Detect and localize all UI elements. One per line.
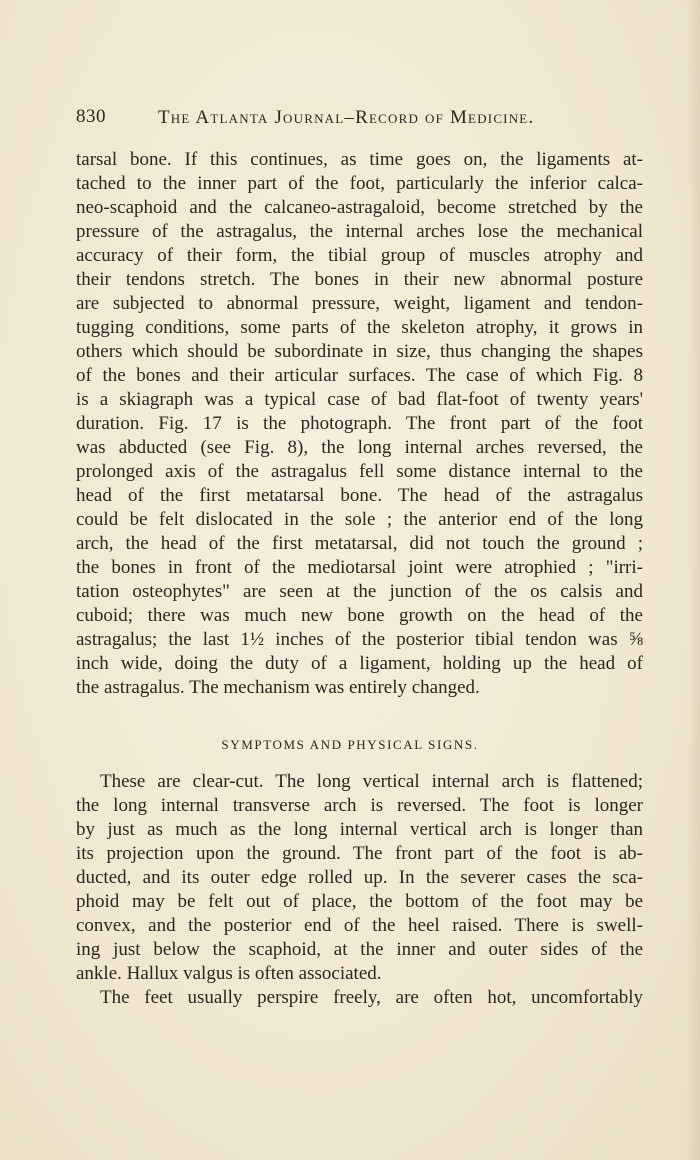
text-line: the bones in front of the mediotarsal joint were atrophied ; "irri- xyxy=(76,557,643,578)
text-line: The feet usually perspire freely, are often hot, uncomfortably xyxy=(100,987,643,1008)
text-line: tached to the inner part of the foot, particularly the inferior calca- xyxy=(76,173,643,194)
page-header xyxy=(76,106,646,136)
text-line: head of the first metatarsal bone. The head of the astragalus xyxy=(76,485,643,506)
text-line: astragalus; the last 1½ inches of the posterior tibial tendon was ⅝ xyxy=(76,629,643,650)
running-head: The Atlanta Journal–Record of Medicine. xyxy=(158,107,535,128)
text-line: prolonged axis of the astragalus fell some distance internal to the xyxy=(76,461,643,482)
page-edge-shadow xyxy=(686,0,700,1160)
text-line: neo-scaphoid and the calcaneo-astragaloid, become stretched by the xyxy=(76,197,643,218)
text-line: ing just below the scaphoid, at the inner and outer sides of the xyxy=(76,939,643,960)
text-line: tarsal bone. If this continues, as time goes on, the ligaments at- xyxy=(76,149,643,170)
text-line: inch wide, doing the duty of a ligament, holding up the head of xyxy=(76,653,643,674)
paragraph-flatfoot-mechanism xyxy=(76,148,643,700)
text-line: their tendons stretch. The bones in their new abnormal posture xyxy=(76,269,643,290)
text-line: of the bones and their articular surfaces. The case of which Fig. 8 xyxy=(76,365,643,386)
page-number: 830 xyxy=(76,106,106,127)
text-line: was abducted (see Fig. 8), the long internal arches reversed, the xyxy=(76,437,643,458)
text-line: arch, the head of the first metatarsal, did not touch the ground ; xyxy=(76,533,643,554)
text-line: could be felt dislocated in the sole ; the anterior end of the long xyxy=(76,509,643,530)
text-line: the astragalus. The mechanism was entirely changed. xyxy=(76,677,480,698)
text-line: the long internal transverse arch is reversed. The foot is longer xyxy=(76,795,643,816)
text-line: its projection upon the ground. The front part of the foot is ab- xyxy=(76,843,643,864)
text-line: convex, and the posterior end of the heel raised. There is swell- xyxy=(76,915,643,936)
text-line: others which should be subordinate in size, thus changing the shapes xyxy=(76,341,643,362)
paragraph-symptoms xyxy=(76,770,643,1010)
text-line: accuracy of their form, the tibial group of muscles atrophy and xyxy=(76,245,643,266)
section-heading: SYMPTOMS AND PHYSICAL SIGNS. xyxy=(221,737,479,752)
text-line: ducted, and its outer edge rolled up. In the severer cases the sca- xyxy=(76,867,643,888)
text-line: duration. Fig. 17 is the photograph. The front part of the foot xyxy=(76,413,643,434)
text-line: These are clear-cut. The long vertical internal arch is flattened; xyxy=(100,771,643,792)
text-line: tugging conditions, some parts of the skeleton atrophy, it grows in xyxy=(76,317,643,338)
text-line: pressure of the astragalus, the internal arches lose the mechanical xyxy=(76,221,643,242)
text-line: cuboid; there was much new bone growth on the head of the xyxy=(76,605,643,626)
text-line: tation osteophytes" are seen at the junction of the os calsis and xyxy=(76,581,643,602)
text-line: ankle. Hallux valgus is often associated. xyxy=(76,963,382,984)
text-line: are subjected to abnormal pressure, weight, ligament and tendon- xyxy=(76,293,643,314)
text-line: phoid may be felt out of place, the bottom of the foot may be xyxy=(76,891,643,912)
text-line: by just as much as the long internal vertical arch is longer than xyxy=(76,819,643,840)
text-line: is a skiagraph was a typical case of bad flat-foot of twenty years' xyxy=(76,389,643,410)
